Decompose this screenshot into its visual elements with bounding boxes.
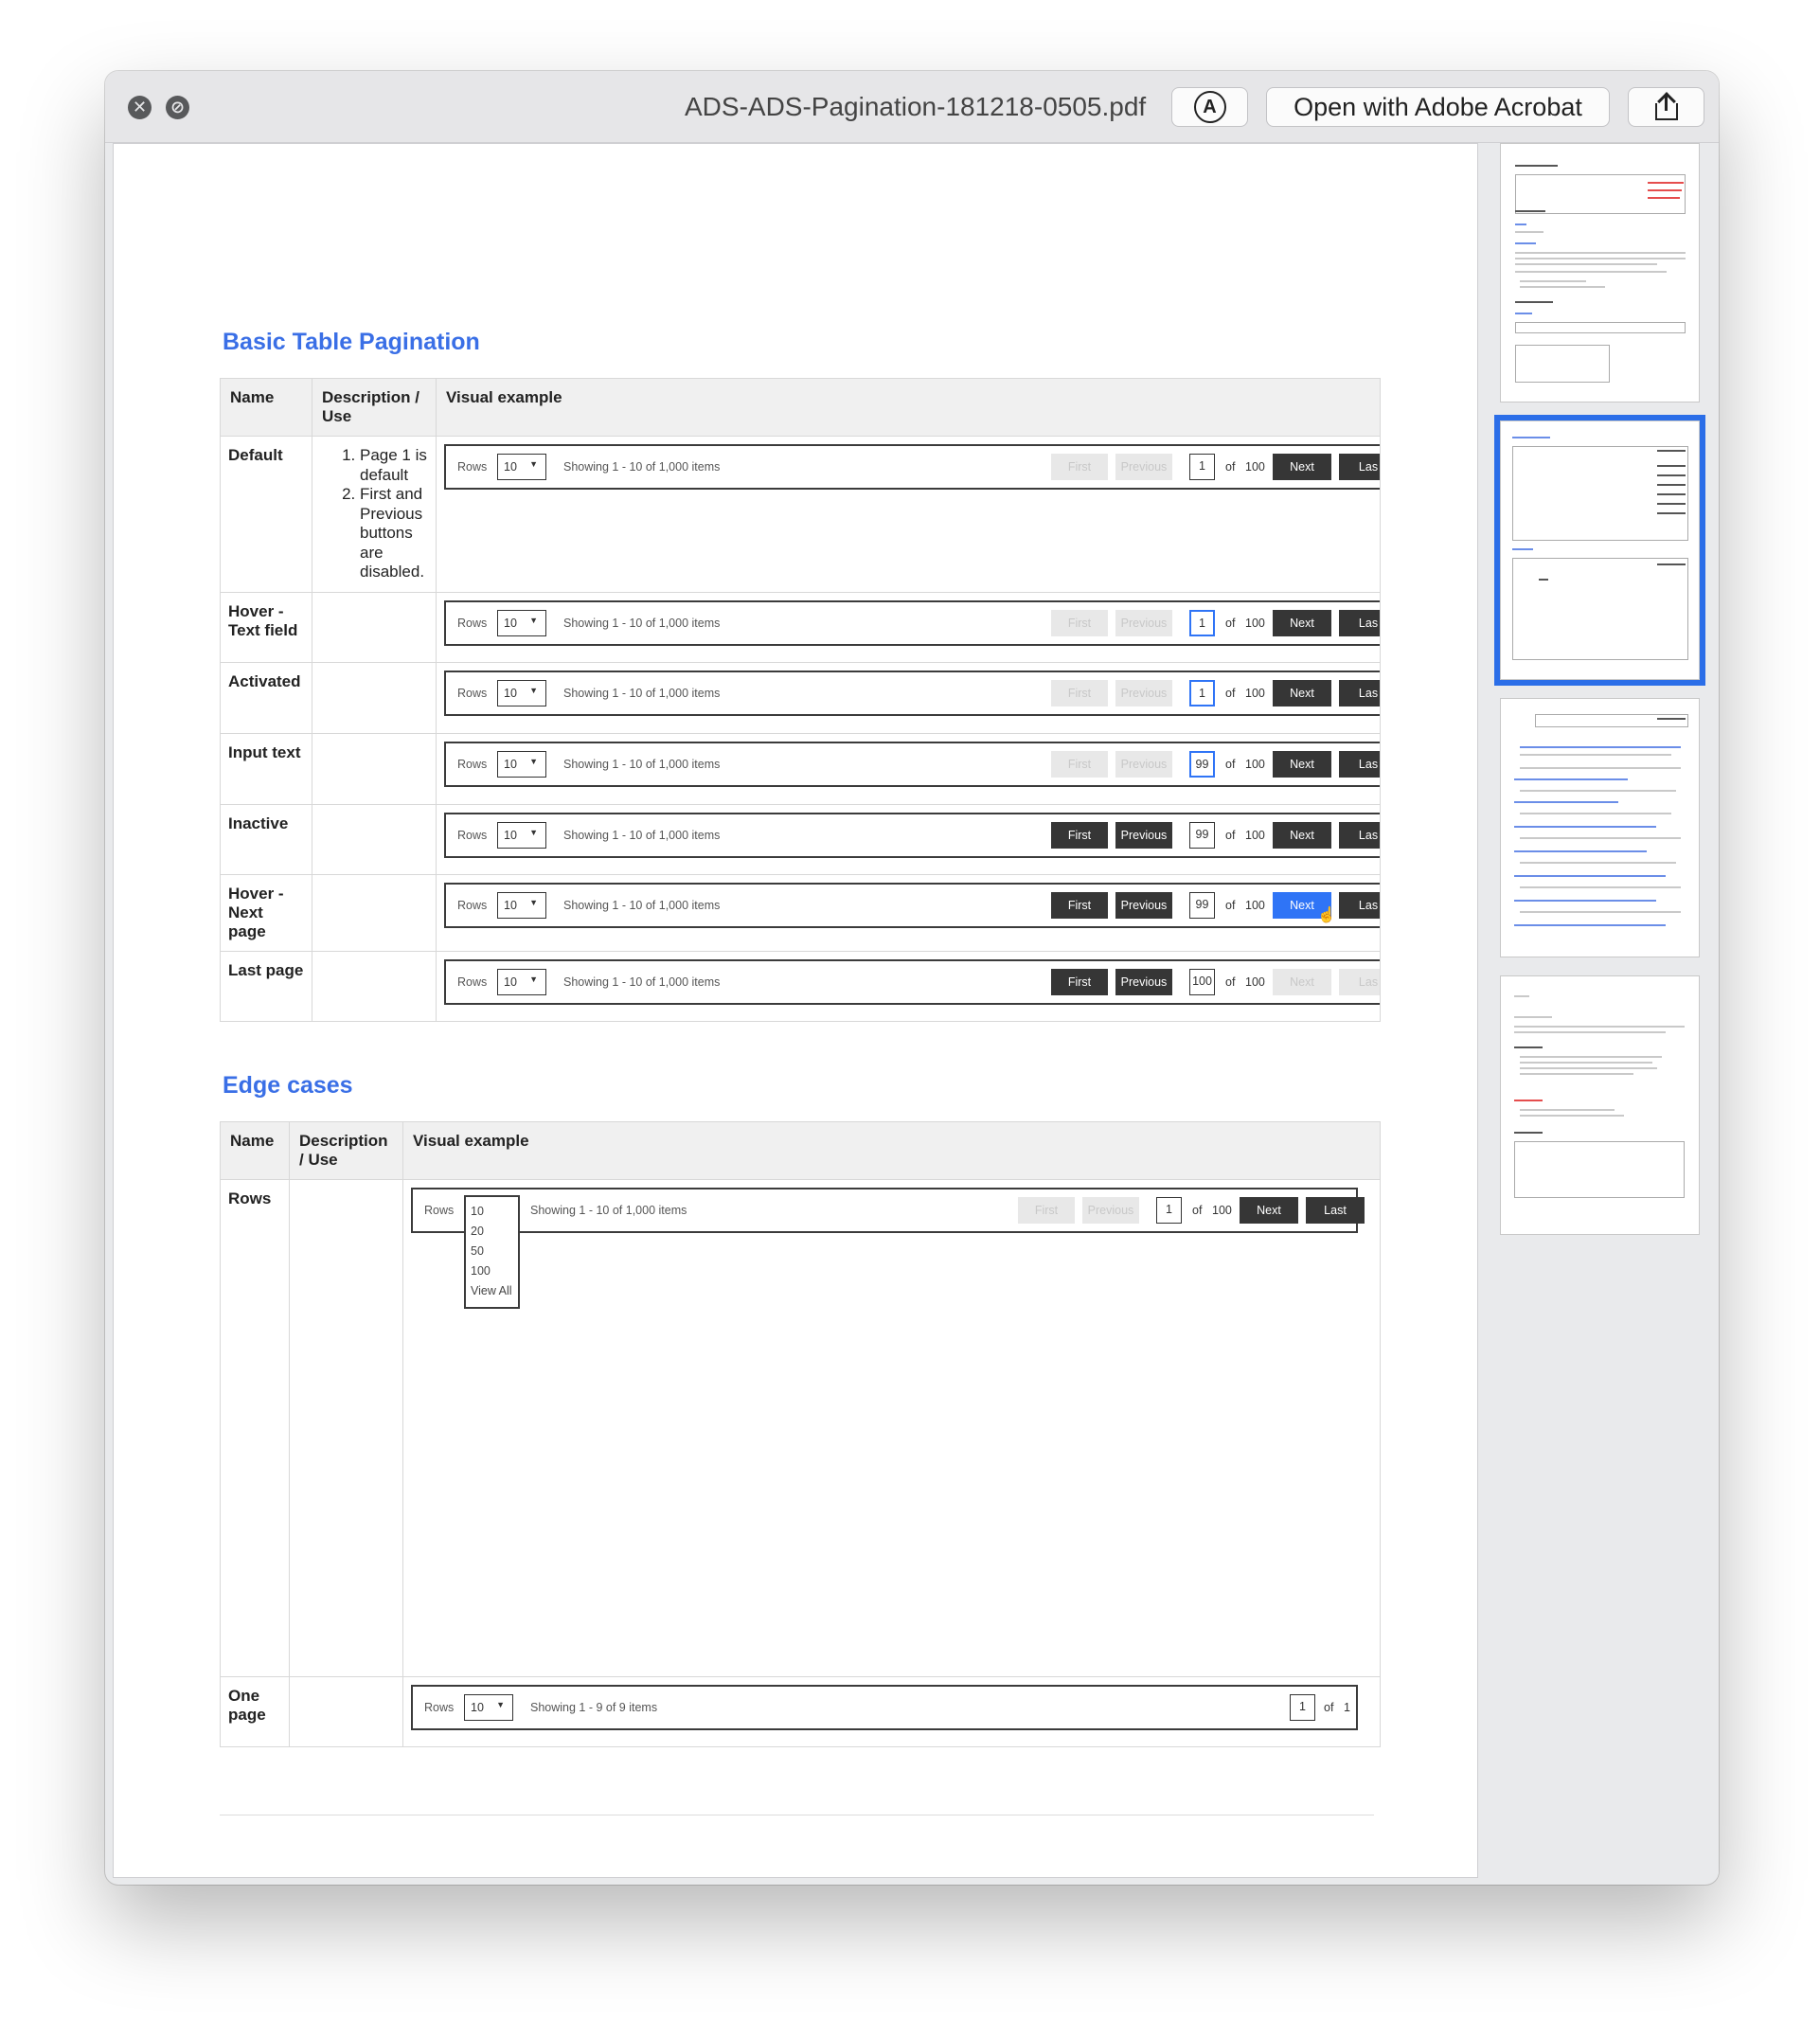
rows-option[interactable]: 50: [471, 1244, 484, 1258]
page-thumbnail-4[interactable]: [1500, 975, 1700, 1235]
pagination-bar: [444, 813, 1381, 858]
rows-label: Rows: [457, 460, 488, 474]
pagination-bar: [444, 444, 1381, 490]
previous-button[interactable]: Previous: [1115, 892, 1172, 919]
hand-cursor-icon: ☝: [1317, 906, 1336, 923]
first-button[interactable]: First: [1051, 892, 1108, 919]
next-button[interactable]: Next: [1273, 822, 1331, 849]
rows-select[interactable]: 10 ▼: [497, 822, 546, 849]
page-input[interactable]: 99: [1189, 892, 1215, 919]
rows-select[interactable]: 10 ▼: [464, 1694, 513, 1721]
visual-example-cell: [437, 437, 1381, 593]
of-label: of: [1192, 1204, 1203, 1217]
pdf-page: [113, 143, 1478, 1878]
row-name: Inactive: [221, 804, 312, 874]
visual-example-cell: [437, 804, 1381, 874]
visual-example-cell: [437, 733, 1381, 804]
rows-option[interactable]: View All: [471, 1284, 512, 1297]
row-description: [312, 437, 437, 593]
page-input[interactable]: 1: [1156, 1197, 1182, 1224]
previous-button[interactable]: Previous: [1115, 751, 1172, 778]
edge-cases-heading: Edge cases: [223, 1072, 353, 1099]
close-window-icon[interactable]: ✕: [128, 96, 152, 119]
pagination-bar: [444, 959, 1381, 1005]
visual-example-cell: [403, 1180, 1381, 1677]
row-name: One page: [221, 1677, 290, 1747]
row-name: Hover - Next page: [221, 874, 312, 951]
last-button[interactable]: Las: [1339, 680, 1381, 706]
total-pages: 100: [1245, 686, 1265, 700]
showing-text: Showing 1 - 9 of 9 items: [530, 1701, 658, 1714]
next-button[interactable]: Next: [1273, 610, 1331, 636]
first-button[interactable]: First: [1051, 610, 1108, 636]
total-pages: 100: [1245, 616, 1265, 630]
basic-table-pagination-heading: Basic Table Pagination: [223, 329, 480, 355]
header-description: Description / Use: [290, 1122, 403, 1180]
pagination-bar: [444, 671, 1381, 716]
of-label: of: [1225, 686, 1236, 700]
total-pages: 100: [1212, 1204, 1232, 1217]
rows-option[interactable]: 20: [471, 1225, 484, 1238]
page-input[interactable]: 99: [1189, 822, 1215, 849]
header-name: Name: [221, 1122, 290, 1180]
header-name: Name: [221, 379, 312, 437]
visual-example-cell: [437, 874, 1381, 951]
caret-down-icon: ▼: [529, 974, 538, 984]
page-thumbnail-2[interactable]: [1500, 420, 1700, 680]
header-visual-example: Visual example: [403, 1122, 1381, 1180]
first-button[interactable]: First: [1051, 969, 1108, 995]
pagination-bar: [444, 883, 1381, 928]
next-button[interactable]: Next: [1273, 892, 1331, 919]
markup-pen-icon: A: [1194, 91, 1226, 123]
window-title: ADS-ADS-Pagination-181218-0505.pdf: [685, 92, 1147, 121]
last-button[interactable]: Las: [1339, 822, 1381, 849]
next-button[interactable]: Next: [1273, 751, 1331, 778]
last-button[interactable]: Las: [1339, 610, 1381, 636]
row-name: Last page: [221, 951, 312, 1021]
row-name: Hover - Text field: [221, 592, 312, 662]
pagination-bar: [411, 1188, 1358, 1297]
of-label: of: [1225, 898, 1236, 912]
of-label: of: [1324, 1701, 1334, 1714]
caret-down-icon: ▼: [529, 459, 538, 469]
caret-down-icon: ▼: [529, 897, 538, 907]
rows-label: Rows: [457, 898, 488, 912]
minimize-window-icon[interactable]: ⊘: [166, 96, 189, 119]
header-description: Description / Use: [312, 379, 437, 437]
rows-select[interactable]: 10 ▼: [497, 969, 546, 995]
rows-option[interactable]: 100: [471, 1264, 491, 1278]
of-label: of: [1225, 757, 1236, 771]
caret-down-icon: ▼: [529, 756, 538, 766]
pagination-bar: [411, 1685, 1358, 1730]
next-button[interactable]: Next: [1273, 680, 1331, 706]
previous-button[interactable]: Previous: [1082, 1197, 1139, 1224]
share-icon: [1655, 94, 1678, 120]
previous-button[interactable]: Previous: [1115, 969, 1172, 995]
next-button[interactable]: Next: [1273, 969, 1331, 995]
markup-button[interactable]: [1171, 87, 1248, 127]
share-button[interactable]: [1628, 87, 1704, 127]
showing-text: Showing 1 - 10 of 1,000 items: [530, 1204, 687, 1217]
caret-down-icon: ▼: [529, 827, 538, 837]
rows-label: Rows: [457, 616, 488, 630]
page-input[interactable]: 1: [1189, 680, 1215, 706]
rows-select[interactable]: 10 ▼: [497, 610, 546, 636]
pagination-bar: [444, 600, 1381, 646]
rows-option[interactable]: 10: [471, 1205, 484, 1218]
total-pages: 100: [1245, 828, 1265, 842]
caret-down-icon: ▼: [529, 685, 538, 695]
first-button[interactable]: First: [1051, 822, 1108, 849]
last-button[interactable]: Las: [1339, 454, 1381, 480]
next-button[interactable]: Next: [1273, 454, 1331, 480]
rows-select[interactable]: 10 ▼: [497, 892, 546, 919]
rows-label: Rows: [424, 1204, 455, 1217]
rows-dropdown-menu[interactable]: [464, 1195, 520, 1309]
last-button[interactable]: Las: [1339, 892, 1381, 919]
page-thumbnail-1[interactable]: [1500, 143, 1700, 402]
rows-select[interactable]: 10 ▼: [497, 751, 546, 778]
rows-select[interactable]: 10 ▼: [497, 454, 546, 480]
row-name: Rows: [221, 1180, 290, 1677]
of-label: of: [1225, 460, 1236, 474]
last-button[interactable]: Las: [1339, 969, 1381, 995]
rows-label: Rows: [424, 1701, 455, 1714]
showing-text: Showing 1 - 10 of 1,000 items: [563, 460, 721, 474]
last-button[interactable]: Las: [1339, 751, 1381, 778]
next-button[interactable]: Next: [1240, 1197, 1298, 1224]
page-input[interactable]: 1: [1189, 454, 1215, 480]
of-label: of: [1225, 975, 1236, 989]
previous-button[interactable]: Previous: [1115, 610, 1172, 636]
previous-button[interactable]: Previous: [1115, 822, 1172, 849]
rows-label: Rows: [457, 686, 488, 700]
caret-down-icon: ▼: [496, 1700, 505, 1709]
basic-pagination-table: [220, 378, 1381, 1022]
page-thumbnail-3[interactable]: [1500, 698, 1700, 957]
showing-text: Showing 1 - 10 of 1,000 items: [563, 757, 721, 771]
total-pages: 100: [1245, 757, 1265, 771]
visual-example-cell: [437, 951, 1381, 1021]
rows-label: Rows: [457, 828, 488, 842]
total-pages: 100: [1245, 975, 1265, 989]
showing-text: Showing 1 - 10 of 1,000 items: [563, 828, 721, 842]
header-visual-example: Visual example: [437, 379, 1381, 437]
first-button[interactable]: First: [1051, 751, 1108, 778]
page-input[interactable]: 1: [1290, 1694, 1315, 1721]
desc-item: 1. Page 1 is default: [360, 446, 428, 485]
rows-label: Rows: [457, 757, 488, 771]
total-pages: 1: [1344, 1701, 1350, 1714]
rows-select[interactable]: 10 ▼: [497, 680, 546, 706]
visual-example-cell: [437, 592, 1381, 662]
page-input[interactable]: 100: [1189, 969, 1215, 995]
of-label: of: [1225, 828, 1236, 842]
page-input[interactable]: 1: [1189, 610, 1215, 636]
open-with-acrobat-button[interactable]: Open with Adobe Acrobat: [1266, 87, 1610, 127]
page-input[interactable]: 99: [1189, 751, 1215, 778]
last-button[interactable]: Last: [1306, 1197, 1365, 1224]
row-name: Activated: [221, 662, 312, 733]
edge-cases-table: [220, 1121, 1381, 1747]
row-name: Default: [221, 437, 312, 593]
desc-item: 2. First and Previous buttons are disabled.: [360, 485, 428, 582]
first-button[interactable]: First: [1051, 680, 1108, 706]
showing-text: Showing 1 - 10 of 1,000 items: [563, 686, 721, 700]
showing-text: Showing 1 - 10 of 1,000 items: [563, 975, 721, 989]
showing-text: Showing 1 - 10 of 1,000 items: [563, 616, 721, 630]
total-pages: 100: [1245, 460, 1265, 474]
pagination-bar: [444, 742, 1381, 787]
first-button[interactable]: First: [1051, 454, 1108, 480]
caret-down-icon: ▼: [529, 615, 538, 625]
previous-button[interactable]: Previous: [1115, 680, 1172, 706]
rows-label: Rows: [457, 975, 488, 989]
visual-example-cell: [437, 662, 1381, 733]
of-label: of: [1225, 616, 1236, 630]
title-bar: [105, 71, 1719, 143]
visual-example-cell: [403, 1677, 1381, 1747]
showing-text: Showing 1 - 10 of 1,000 items: [563, 898, 721, 912]
preview-window: [105, 71, 1719, 1885]
previous-button[interactable]: Previous: [1115, 454, 1172, 480]
total-pages: 100: [1245, 898, 1265, 912]
row-name: Input text: [221, 733, 312, 804]
first-button[interactable]: First: [1018, 1197, 1075, 1224]
